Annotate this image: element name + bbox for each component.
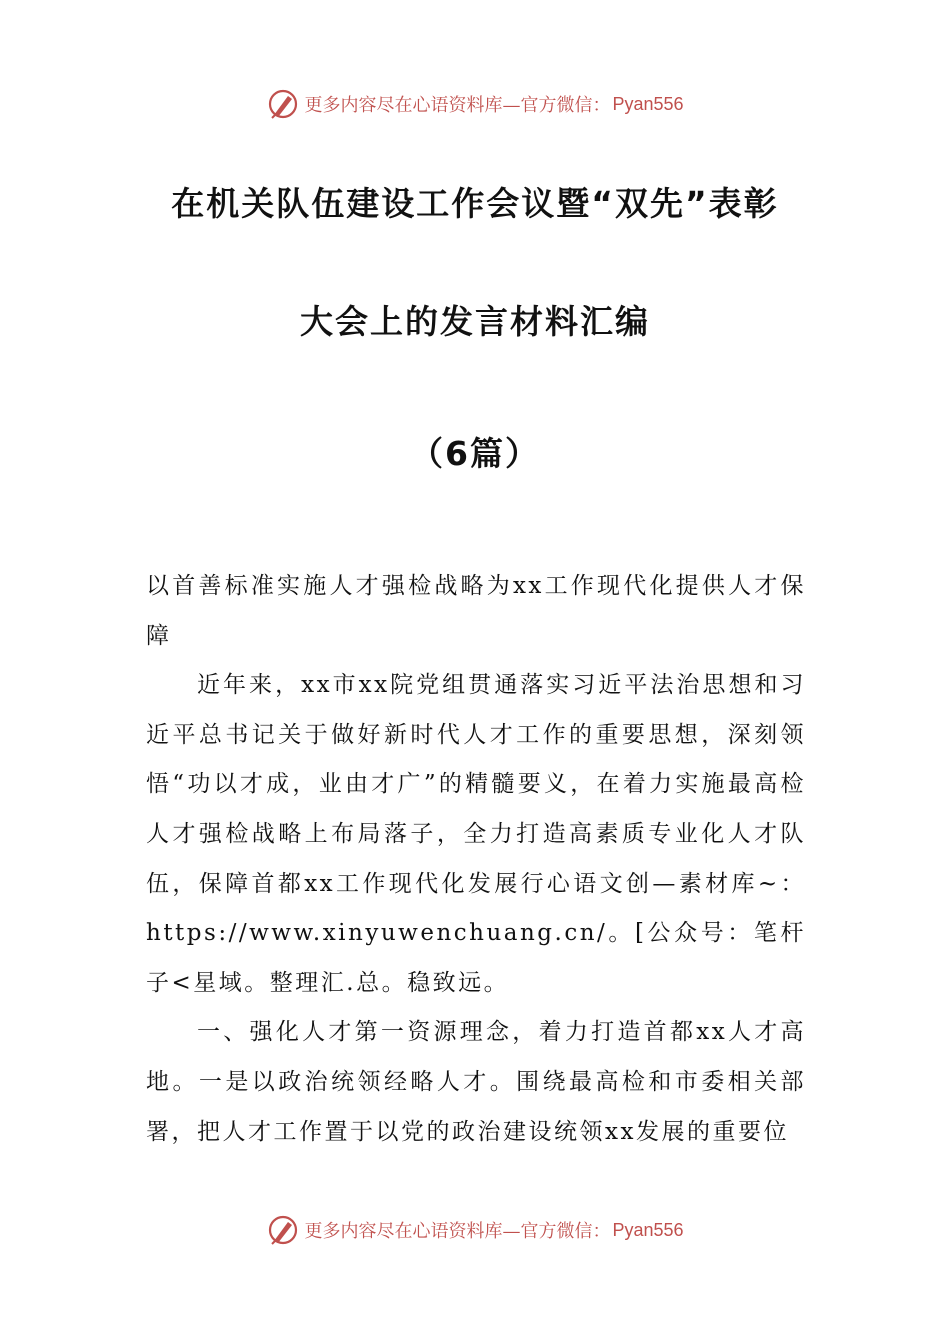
banner-slogan: 更多内容尽在心语资料库—官方微信： <box>304 95 611 116</box>
banner-wechat-id: Pyan556 <box>612 1219 684 1240</box>
footer-banner <box>0 1210 950 1250</box>
article-heading: 以首善标准实施人才强检战略为xx工作现代化提供人才保障 <box>146 573 806 649</box>
document-body <box>146 562 806 1157</box>
quill-pen-logo-icon <box>266 87 300 121</box>
header-banner <box>0 84 950 124</box>
banner-slogan: 更多内容尽在心语资料库—官方微信： <box>304 1221 611 1242</box>
body-paragraph-2: 一、强化人才第一资源理念，着力打造首都xx人才高地。一是以政治统领经略人才。围绕最高检和市委相关部署，把人才工作置于以党的政治建设统领xx发展的重要位 <box>146 1019 806 1145</box>
document-title-line-2: 大会上的发言材料汇编 <box>300 302 650 341</box>
document-title-line-1: 在机关队伍建设工作会议暨“双先”表彰 <box>171 184 779 223</box>
body-paragraph-1: 近年来，xx市xx院党组贯通落实习近平法治思想和习近平总书记关于做好新时代人才工作的重要思想，深刻领悟“功以才成，业由才广”的精髓要义，在着力实施最高检人才强检战略上布局落子，全力打造高素质专业化人才队伍，保障首都xx工作现代化发展行心语文创—素材库~：https://www.xinyuwenchuang.cn/。[公众号：笔杆子<星域。整理汇.总。稳致远。 <box>146 672 806 996</box>
quill-pen-logo-icon <box>266 1213 300 1247</box>
banner-wechat-id: Pyan556 <box>612 93 684 114</box>
document-title-count: （6篇） <box>410 434 540 473</box>
